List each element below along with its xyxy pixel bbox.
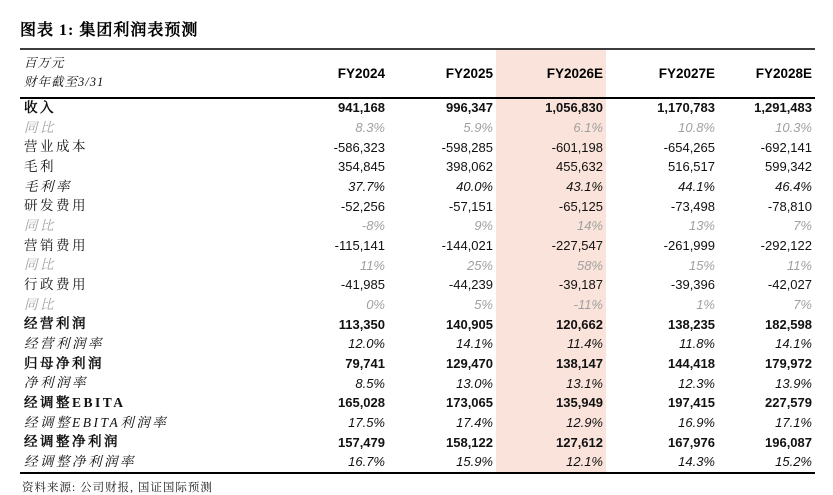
cell-fy2025: -598,285 — [441, 139, 493, 155]
cell-fy2024: 17.5% — [348, 414, 385, 430]
cell-fy2028e: 182,598 — [765, 316, 812, 332]
row-label: 毛利 — [24, 159, 56, 175]
cell-fy2026e: -601,198 — [496, 138, 606, 158]
cell-fy2026e: 120,662 — [496, 315, 606, 335]
cell-fy2028e: 7% — [793, 297, 812, 313]
cell-fy2026e: 1,056,830 — [496, 98, 606, 119]
cell-fy2024: 12.0% — [348, 336, 385, 352]
cell-fy2025: 17.4% — [456, 414, 493, 430]
cell-fy2025: 40.0% — [456, 179, 493, 195]
cell-fy2024: 157,479 — [338, 434, 385, 450]
cell-fy2026e: 135,949 — [496, 394, 606, 414]
cell-fy2028e: 14.1% — [775, 336, 812, 352]
row-label: 同比 — [24, 119, 56, 135]
row-label: 归母净利润 — [24, 355, 104, 371]
table-row — [20, 315, 815, 335]
cell-fy2027e: 144,418 — [668, 355, 715, 371]
row-label: 经调整EBITA利润率 — [24, 414, 169, 430]
cell-fy2028e: -292,122 — [760, 238, 812, 254]
cell-fy2026e: 6.1% — [496, 118, 606, 138]
table-row — [20, 335, 815, 355]
table-header — [20, 49, 815, 98]
table-row — [20, 413, 815, 433]
cell-fy2024: 0% — [366, 297, 385, 313]
table-row — [20, 217, 815, 237]
cell-fy2024: 37.7% — [348, 179, 385, 195]
cell-fy2026e: 14% — [496, 217, 606, 237]
table-body — [20, 98, 815, 473]
cell-fy2024: 165,028 — [338, 395, 385, 411]
cell-fy2024: -586,323 — [333, 139, 385, 155]
cell-fy2027e: 10.8% — [678, 120, 715, 136]
cell-fy2026e: 138,147 — [496, 354, 606, 374]
cell-fy2028e: 599,342 — [765, 159, 812, 175]
cell-fy2028e: -42,027 — [767, 277, 812, 293]
cell-fy2028e: -78,810 — [767, 198, 812, 214]
column-header-fy2024: FY2024 — [272, 49, 388, 98]
cell-fy2028e: 17.1% — [775, 414, 812, 430]
cell-fy2025: 15.9% — [388, 453, 496, 474]
cell-fy2024: 11% — [359, 257, 385, 273]
cell-fy2028e: 227,579 — [765, 395, 812, 411]
row-label: 经调整净利润 — [24, 434, 120, 450]
cell-fy2026e: 12.9% — [496, 413, 606, 433]
cell-fy2026e: 12.1% — [496, 453, 606, 474]
table-row — [20, 236, 815, 256]
cell-fy2027e: -73,498 — [670, 198, 715, 214]
row-label: 净利润率 — [24, 375, 88, 391]
cell-fy2027e: 197,415 — [668, 395, 715, 411]
row-label: 研发费用 — [24, 198, 88, 214]
table-row — [20, 374, 815, 394]
cell-fy2028e: 10.3% — [775, 120, 812, 136]
cell-fy2027e: 1,170,783 — [657, 100, 715, 116]
cell-fy2025: 140,905 — [446, 316, 493, 332]
cell-fy2027e: 44.1% — [678, 179, 715, 195]
cell-fy2027e: -261,999 — [663, 238, 715, 254]
row-label: 收入 — [24, 100, 56, 116]
row-label: 毛利率 — [24, 178, 72, 194]
cell-fy2025: -44,239 — [448, 277, 493, 293]
row-label: 同比 — [24, 218, 56, 234]
column-header-fy2027e: FY2027E — [606, 49, 718, 98]
cell-fy2027e: 516,517 — [668, 159, 715, 175]
table-row — [20, 394, 815, 414]
cell-fy2027e: 12.3% — [678, 375, 715, 391]
unit-label: 百万元 — [24, 56, 65, 70]
cell-fy2027e: 14.3% — [606, 453, 718, 474]
row-label: 经营利润率 — [24, 336, 104, 352]
cell-fy2024: 354,845 — [338, 159, 385, 175]
cell-fy2025: 5% — [474, 297, 493, 313]
cell-fy2025: 25% — [466, 257, 493, 273]
cell-fy2026e: -11% — [496, 295, 606, 315]
cell-fy2027e: 1% — [696, 297, 715, 313]
cell-fy2024: 113,350 — [338, 316, 385, 332]
table-row — [20, 158, 815, 178]
cell-fy2025: 158,122 — [446, 434, 493, 450]
table-row — [20, 98, 815, 119]
cell-fy2025: -57,151 — [448, 198, 493, 214]
cell-fy2025: 398,062 — [446, 159, 493, 175]
cell-fy2026e: -65,125 — [496, 197, 606, 217]
fiscal-note: 财年截至3/31 — [24, 75, 105, 90]
cell-fy2026e: 43.1% — [496, 177, 606, 197]
cell-fy2028e: 13.9% — [775, 375, 812, 391]
cell-fy2027e: 11.8% — [679, 336, 715, 352]
cell-fy2024: 16.7% — [272, 453, 388, 474]
cell-fy2025: 996,347 — [446, 100, 493, 116]
cell-fy2028e: 11% — [786, 257, 812, 273]
table-row — [20, 276, 815, 296]
cell-fy2027e: 15% — [688, 257, 715, 273]
cell-fy2026e: -227,547 — [496, 236, 606, 256]
table-row — [20, 453, 815, 474]
cell-fy2026e: 455,632 — [496, 158, 606, 178]
cell-fy2028e: 1,291,483 — [754, 100, 812, 116]
cell-fy2024: 8.5% — [355, 375, 385, 391]
cell-fy2026e: 58% — [496, 256, 606, 276]
cell-fy2027e: 138,235 — [668, 316, 715, 332]
cell-fy2026e: 13.1% — [496, 374, 606, 394]
unit-header-cell — [20, 49, 272, 98]
cell-fy2024: -41,985 — [340, 277, 385, 293]
cell-fy2026e: 127,612 — [496, 433, 606, 453]
cell-fy2025: 5.9% — [463, 120, 493, 136]
table-row — [20, 354, 815, 374]
cell-fy2028e: 196,087 — [765, 434, 812, 450]
cell-fy2025: 173,065 — [446, 395, 493, 411]
cell-fy2024: 8.3% — [355, 120, 385, 136]
cell-fy2025: 14.1% — [456, 336, 493, 352]
cell-fy2025: 129,470 — [446, 355, 493, 371]
row-label: 营业成本 — [24, 139, 88, 155]
chart-title: 图表 1: 集团利润表预测 — [20, 22, 199, 39]
cell-fy2028e: 7% — [793, 218, 812, 234]
header-row — [20, 49, 815, 98]
source-note: 资料来源: 公司财报, 国证国际预测 — [22, 482, 213, 495]
table-row — [20, 177, 815, 197]
cell-fy2027e: 13% — [688, 218, 715, 234]
table-row — [20, 256, 815, 276]
cell-fy2024: -115,141 — [334, 238, 385, 254]
row-label: 同比 — [24, 296, 56, 312]
cell-fy2025: 13.0% — [456, 375, 493, 391]
cell-fy2027e: 167,976 — [668, 434, 715, 450]
table-row — [20, 118, 815, 138]
column-header-fy2028e: FY2028E — [718, 49, 815, 98]
row-label: 经调整EBITA — [24, 394, 126, 410]
row-label: 经调整净利润率 — [20, 453, 272, 474]
cell-fy2024: -8% — [361, 218, 385, 234]
row-label: 营销费用 — [24, 237, 88, 253]
cell-fy2026e: 11.4% — [496, 335, 606, 355]
cell-fy2024: -52,256 — [340, 198, 385, 214]
row-label: 同比 — [24, 257, 56, 273]
cell-fy2027e: -654,265 — [663, 139, 715, 155]
column-header-fy2026e: FY2026E — [496, 49, 606, 98]
table-row — [20, 295, 815, 315]
cell-fy2028e: -692,141 — [760, 139, 812, 155]
row-label: 行政费用 — [24, 277, 88, 293]
table-row — [20, 197, 815, 217]
cell-fy2027e: -39,396 — [670, 277, 715, 293]
income-statement-table — [20, 48, 815, 474]
cell-fy2028e: 15.2% — [718, 453, 815, 474]
cell-fy2025: -144,021 — [441, 238, 493, 254]
table-row — [20, 138, 815, 158]
cell-fy2024: 79,741 — [345, 355, 385, 371]
cell-fy2027e: 16.9% — [678, 414, 715, 430]
table-row — [20, 433, 815, 453]
cell-fy2024: 941,168 — [338, 100, 385, 116]
column-header-fy2025: FY2025 — [388, 49, 496, 98]
cell-fy2028e: 46.4% — [775, 179, 812, 195]
cell-fy2025: 9% — [474, 218, 493, 234]
cell-fy2026e: -39,187 — [496, 276, 606, 296]
row-label: 经营利润 — [24, 316, 88, 332]
cell-fy2028e: 179,972 — [765, 355, 812, 371]
